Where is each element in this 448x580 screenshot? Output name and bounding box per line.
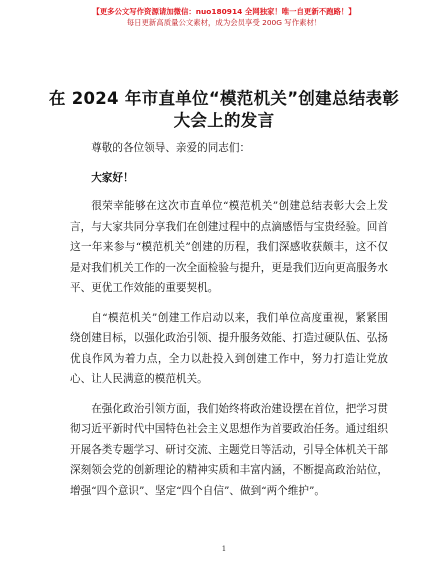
document-title-line2: 大会上的发言: [173, 111, 275, 130]
promo-banner-line1: 【更多公文写作资源请加微信：nuo180914 全网独家！唯一自更新不跑路！】: [92, 7, 356, 16]
body-paragraph: 很荣幸能够在这次市直单位“模范机关”创建总结表彰大会上发言，与大家共同分享我们在创建过程中的点滴感悟与宝贵经验。回首这一年来参与“模范机关”创建的历程，我们深感收获颇丰，这不仅是对我们机关工作的一次全面检验与提升，更是我们迈向更高服务水平、更优工作效能的重要契机。: [70, 200, 388, 294]
salutation: 尊敬的各位领导、亲爱的同志们：: [91, 142, 251, 154]
document-body: [70, 138, 388, 510]
greeting: 大家好！: [91, 171, 134, 184]
promo-banner-line2: 每日更新高质量公文素材，成为会员享受 200G 写作素材！: [126, 18, 322, 27]
document-title: [0, 88, 448, 132]
document-title-line1: 在 2024 年市直单位“模范机关”创建总结表彰: [48, 89, 400, 108]
page-number: 1: [221, 545, 227, 553]
body-paragraph: 在强化政治引领方面，我们始终将政治建设摆在首位，把学习贯彻习近平新时代中国特色社会主义思想作为首要政治任务。通过组织开展各类专题学习、研讨交流、主题党日等活动，引导全体机关干部深刻领会党的创新理论的精神实质和丰富内涵，不断提高政治站位，增强“四个意识”、坚定“四个自信”、做到“两个维护”。: [70, 402, 388, 497]
promo-banner: [0, 6, 448, 28]
body-paragraph: 自“模范机关”创建工作启动以来，我们单位高度重视，紧紧围绕创建目标，以强化政治引领、提升服务效能、打造过硬队伍、弘扬优良作风为着力点，全力以赴投入到创建工作中，努力打造让党放心、让人民满意的模范机关。: [70, 311, 388, 385]
